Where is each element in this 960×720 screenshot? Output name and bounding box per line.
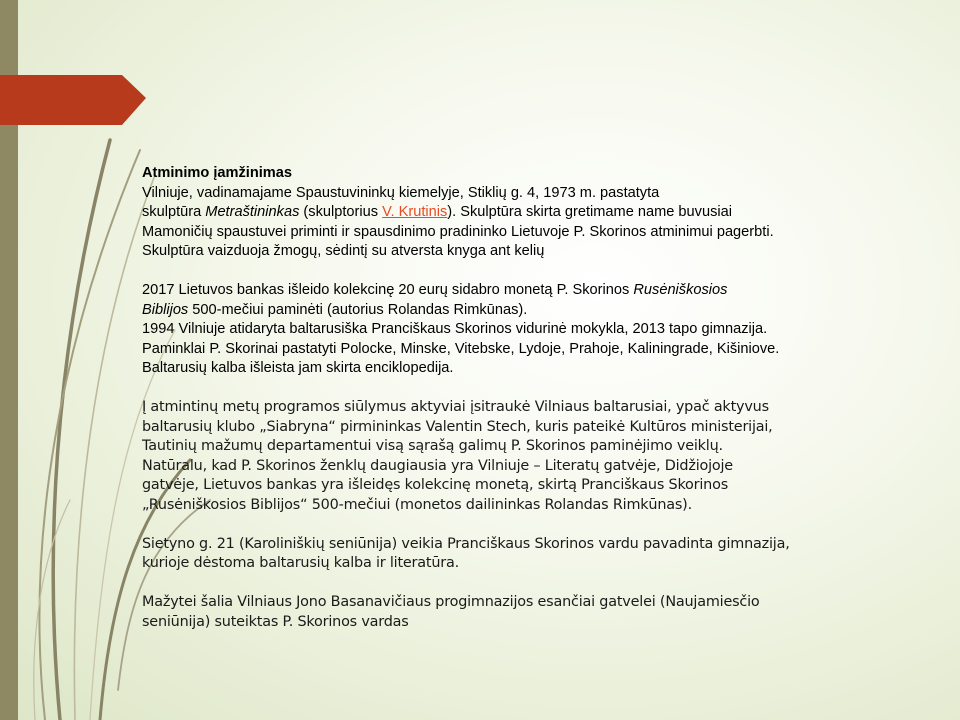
section-title: Atminimo įamžinimas [142, 165, 293, 181]
text-line: gatvėje, Lietuvos bankas yra išleidęs kolekcinę monetą, skirtą Pranciškaus Skorinos [142, 477, 728, 493]
text-line: Mažytei šalia Vilniaus Jono Basanavičiaus progimnazijos esančiai gatvelei (Naujamiesčio [142, 594, 760, 610]
author-link[interactable]: V. Krutinis [382, 204, 448, 220]
text-line: Į atmintinų metų programos siūlymus aktyviai įsitraukė Vilniaus baltarusiai, ypač aktyvus [142, 399, 769, 415]
text-line: „Rusėniškosios Biblijos“ 500-mečiui (monetos dailininkas Rolandas Rimkūnas). [142, 496, 692, 513]
text-line: Mamoničių spaustuvei priminti ir spausdinimo pradininko Lietuvoje P. Skorinos atminimui pagerbti. [142, 223, 774, 240]
text-line: skulptūra Metraštininkas (skulptorius V. Krutinis). Skulptūra skirta gretimame name buvusiai [142, 204, 732, 220]
text-line: Biblijos 500-mečiui paminėti (autorius Rolandas Rimkūnas). [142, 301, 528, 318]
text-line: Tautinių mažumų departamentui visą sąrašą galimų P. Skorinos paminėjimo veiklų. [142, 438, 723, 454]
text-line: Baltarusių kalba išleista jam skirta enciklopedija. [142, 360, 454, 376]
text-line: kurioje dėstoma baltarusių kalba ir literatūra. [142, 555, 459, 571]
text-body [142, 164, 932, 632]
text-line: Natūralu, kad P. Skorinos ženklų daugiausia yra Vilniuje – Literatų gatvėje, Didžiojoje [142, 457, 733, 474]
text-line: 2017 Lietuvos bankas išleido kolekcinę 20 eurų sidabro monetą P. Skorinos Rusėniškosios [142, 282, 728, 298]
text-line: seniūnija) suteiktas P. Skorinos vardas [142, 613, 409, 630]
red-arrow-shape [0, 0, 160, 140]
text-line: Paminklai P. Skorinai pastatyti Polocke, Minske, Vitebske, Lydoje, Prahoje, Kaliningrade, Kišiniove. [142, 340, 780, 357]
italic-text: Metraštininkas [205, 204, 300, 220]
italic-text: Biblijos [142, 301, 189, 318]
italic-text: Rusėniškosios [633, 282, 728, 298]
text-line: baltarusių klubo „Siabryna“ pirmininkas Valentin Stech, kuris pateikė Kultūros ministerijai, [142, 418, 773, 435]
text-line: Sietyno g. 21 (Karoliniškių seniūnija) veikia Pranciškaus Skorinos vardu pavadinta gimnazija, [142, 535, 790, 552]
text-line: Vilniuje, vadinamajame Spaustuvininkų kiemelyje, Stiklių g. 4, 1973 m. pastatyta [142, 184, 660, 201]
text-line: Skulptūra vaizduoja žmogų, sėdintį su atversta knyga ant kelių [142, 243, 545, 259]
text-line: 1994 Vilniuje atidaryta baltarusiška Pranciškaus Skorinos vidurinė mokykla, 2013 tapo gimnazija. [142, 321, 768, 337]
